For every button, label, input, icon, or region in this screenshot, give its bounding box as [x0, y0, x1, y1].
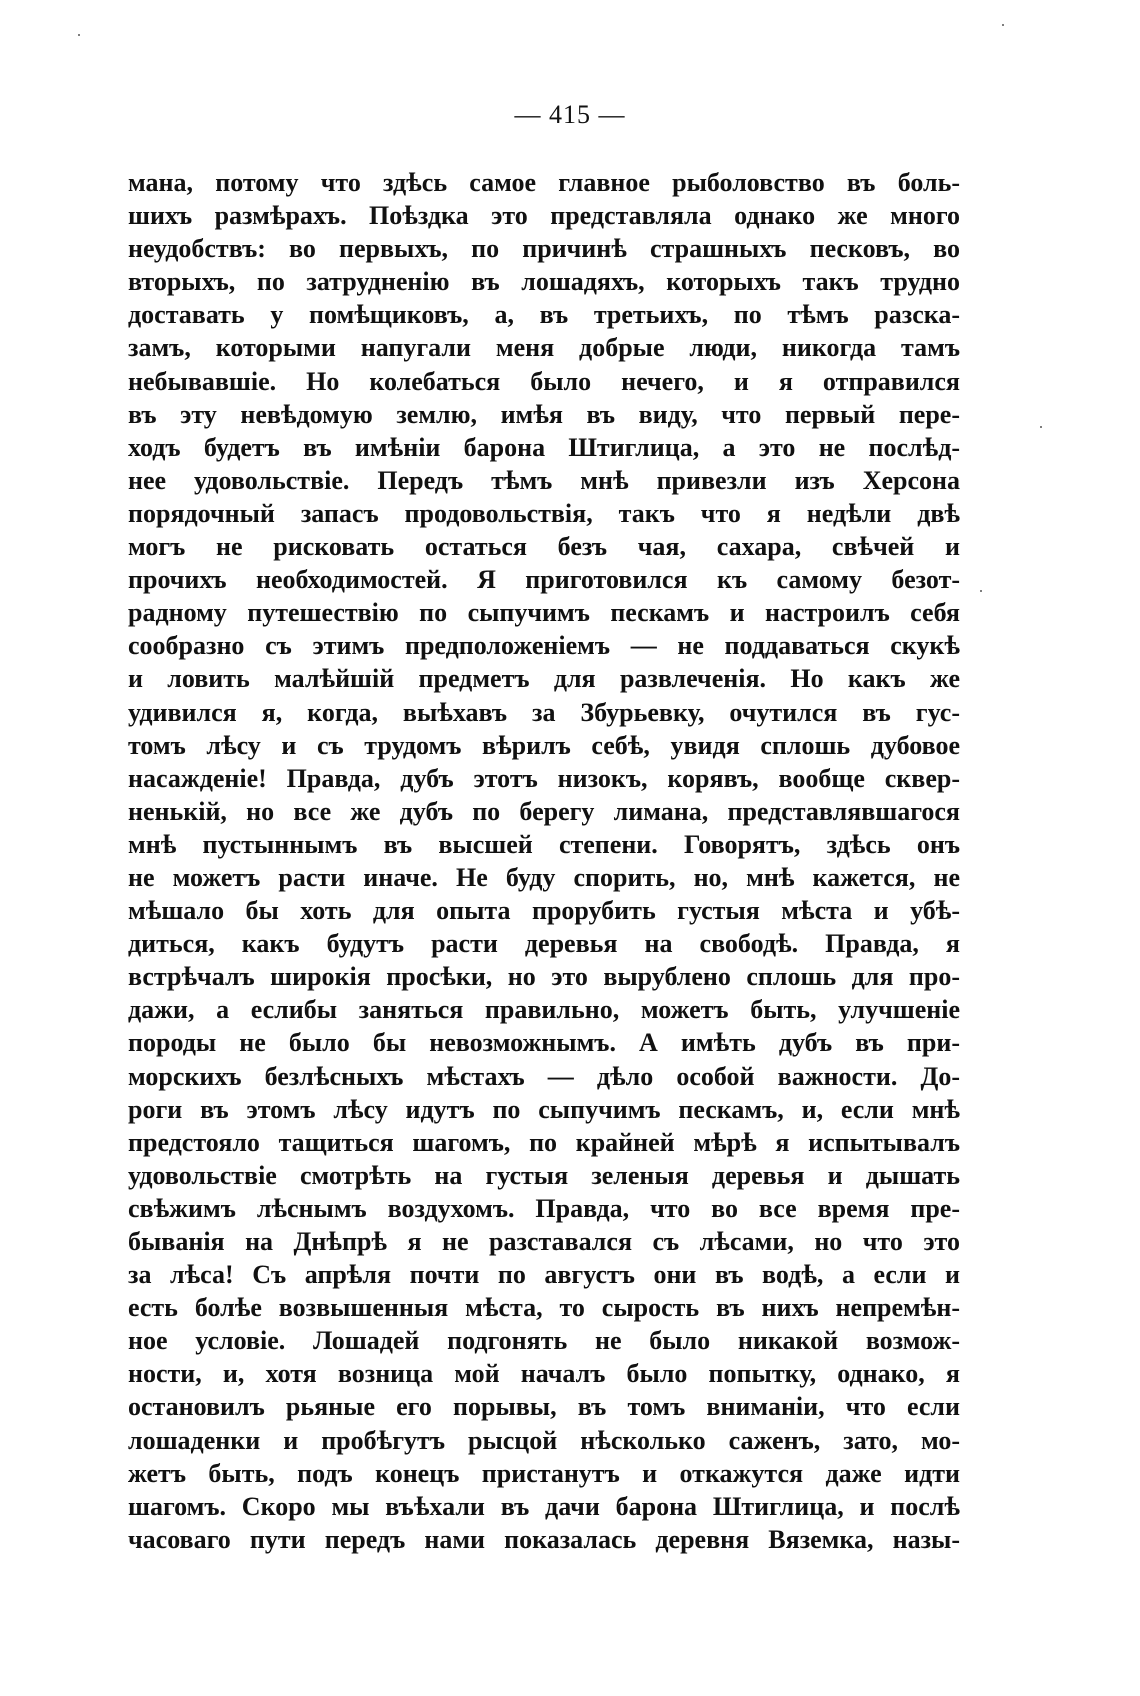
text-line: замъ, которыми напугали меня добрые люди, никогда тамъ [128, 333, 960, 363]
text-line: мнѣ пустыннымъ въ высшей степени. Говорятъ, здѣсь онъ [128, 829, 960, 859]
text-line: породы не было бы невозможнымъ. А имѣть дубъ въ при- [128, 1028, 960, 1058]
scan-speck [1040, 426, 1042, 428]
text-line: вторыхъ, по затрудненію въ лошадяхъ, которыхъ такъ трудно [128, 267, 960, 297]
text-line: роги въ этомъ лѣсу идутъ по сыпучимъ пескамъ, и, если мнѣ [128, 1094, 960, 1124]
text-line: свѣжимъ лѣснымъ воздухомъ. Правда, что во все время пре- [128, 1193, 960, 1223]
text-line: не можетъ расти иначе. Не буду спорить, но, мнѣ кажется, не [128, 862, 960, 892]
text-line: нее удовольствіе. Передъ тѣмъ мнѣ привезли изъ Херсона [128, 465, 960, 495]
text-line: шихъ размѣрахъ. Поѣздка это представляла однако же много [128, 201, 960, 231]
scan-speck [78, 34, 80, 36]
text-line: встрѣчалъ широкія просѣки, но это вырублено сплошь для про- [128, 962, 960, 992]
text-line: доставать у помѣщиковъ, а, въ третьихъ, по тѣмъ разска- [128, 300, 960, 330]
scan-speck [1002, 24, 1004, 26]
text-line: мана, потому что здѣсь самое главное рыболовство въ боль- [128, 168, 960, 197]
text-line: лошаденки и пробѣгутъ рысцой нѣсколько саженъ, зато, мо- [128, 1425, 960, 1455]
text-line: сообразно съ этимъ предположеніемъ — не поддаваться скукѣ [128, 631, 960, 661]
text-line: мѣшало бы хоть для опыта прорубить густыя мѣста и убѣ- [128, 896, 960, 926]
text-line: шагомъ. Скоро мы въѣхали въ дачи барона Штиглица, и послѣ [128, 1491, 960, 1521]
text-line: ходъ будетъ въ имѣніи барона Штиглица, а это не послѣд- [128, 432, 960, 462]
text-line: предстояло тащиться шагомъ, по крайней мѣрѣ я испытывалъ [128, 1127, 960, 1157]
scan-speck [980, 590, 982, 592]
text-line: быванія на Днѣпрѣ я не разставался съ лѣсами, но что это [128, 1227, 960, 1256]
text-line: и ловить малѣйшій предметъ для развлеченія. Но какъ же [128, 664, 960, 694]
text-line: дажи, а еслибы заняться правильно, можетъ быть, улучшеніе [128, 995, 960, 1025]
text-line: есть болѣе возвышенныя мѣста, то сырость въ нихъ непремѣн- [128, 1293, 960, 1323]
text-line: неудобствъ: во первыхъ, по причинѣ страшныхъ песковъ, во [128, 234, 960, 264]
text-line: часоваго пути передъ нами показалась деревня Вяземка, назы- [128, 1524, 960, 1554]
page-number: — 415 — [514, 100, 626, 129]
text-line: удовольствіе смотрѣть на густыя зеленыя деревья и дышать [128, 1160, 960, 1190]
body-text [128, 166, 960, 1556]
text-line: могъ не рисковать остаться безъ чая, сахара, свѣчей и [128, 532, 960, 562]
text-line: томъ лѣсу и съ трудомъ вѣрилъ себѣ, увидя сплошь дубовое [128, 730, 960, 760]
text-line: морскихъ безлѣсныхъ мѣстахъ — дѣло особой важности. До- [128, 1061, 960, 1091]
text-line: небывавшіе. Но колебаться было нечего, и я отправился [128, 366, 960, 396]
text-line: диться, какъ будутъ расти деревья на свободѣ. Правда, я [128, 929, 960, 959]
text-line: въ эту невѣдомую землю, имѣя въ виду, что первый пере- [128, 399, 960, 429]
text-line: насажденіе! Правда, дубъ этотъ низокъ, корявъ, вообще сквер- [128, 763, 960, 793]
text-line: порядочный запасъ продовольствія, такъ что я недѣли двѣ [128, 498, 960, 528]
text-line: ное условіе. Лошадей подгонять не было никакой возмож- [128, 1326, 960, 1356]
text-line: ности, и, хотя возница мой началъ было попытку, однако, я [128, 1359, 960, 1389]
text-line: радному путешествію по сыпучимъ пескамъ и настроилъ себя [128, 598, 960, 628]
text-line: прочихъ необходимостей. Я приготовился къ самому безот- [128, 565, 960, 595]
text-line: за лѣса! Съ апрѣля почти по августъ они въ водѣ, а если и [128, 1260, 960, 1290]
text-line: остановилъ рьяные его порывы, въ томъ вниманіи, что если [128, 1392, 960, 1422]
text-line: удивился я, когда, выѣхавъ за Збурьевку, очутился въ гус- [128, 697, 960, 727]
text-line: жетъ быть, подъ конецъ пристанутъ и откажутся даже идти [128, 1458, 960, 1488]
text-line: ненькій, но все же дубъ по берегу лимана, представлявшагося [128, 796, 960, 826]
